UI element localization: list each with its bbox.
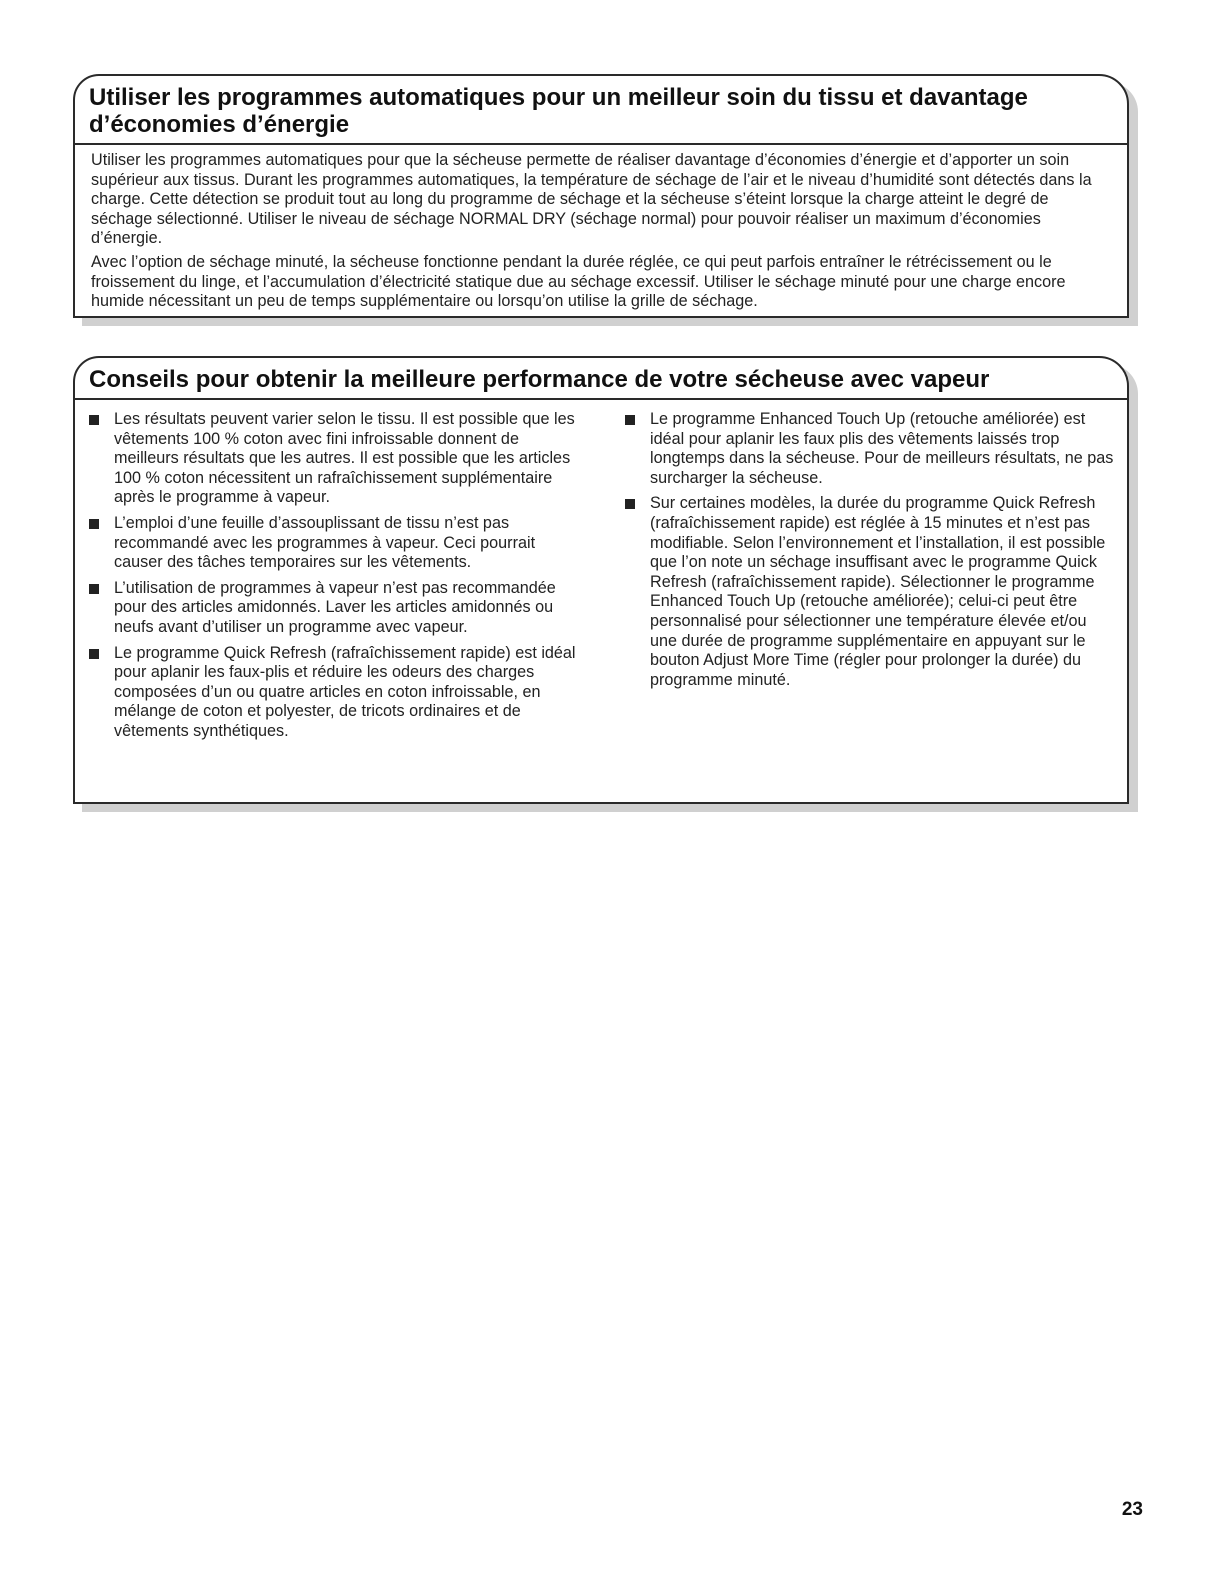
square-bullet-icon: [625, 499, 635, 509]
square-bullet-icon: [89, 584, 99, 594]
list-item-text: L’utilisation de programmes à vapeur n’est pas recommandée pour des articles amidonnés. Laver les articles amidonnés ou neufs avant d’utiliser un programme avec vapeur.: [114, 578, 556, 636]
list-item-text: Sur certaines modèles, la durée du programme Quick Refresh (rafraîchissement rapide) est réglée à 15 minutes et n’est pas modifiable. Selon l’environnement et l’installation, il est possible que l’on note un séchage insuffisant avec le programme Quick Refresh (rafraîchissement rapide). Sélectionner le programme Enhanced Touch Up (retouche améliorée); celui-ci peut être personnalisé pour sélectionner une température élevée et/ou une durée de programme supplémentaire en appuyant sur le bouton Adjust More Time (régler pour prolonger la durée) du programme minuté.: [650, 494, 1106, 689]
list-item-text: Le programme Enhanced Touch Up (retouche améliorée) est idéal pour aplanir les faux plis des vêtements laissés trop longtemps dans la sécheuse. Pour de meilleurs résultats, ne pas surcharger la sécheuse.: [650, 410, 1114, 487]
list-item: [89, 644, 581, 742]
list-item-text: L’emploi d’une feuille d’assouplissant de tissu n’est pas recommandé avec les programmes à vapeur. Ceci pourrait causer des tâches temporaires sur les vêtements.: [114, 513, 536, 572]
left-column: [89, 410, 581, 748]
square-bullet-icon: [89, 415, 99, 425]
section-title: Utiliser les programmes automatiques pour un meilleur soin du tissu et davantage d’économies d’énergie: [75, 76, 1127, 145]
paragraph: Avec l’option de séchage minuté, la sécheuse fonctionne pendant la durée réglée, ce qui peut parfois entraîner le rétrécissement ou le froissement du linge, et l’accumulation d’électricité statique due au séchage excessif. Utiliser le séchage minuté pour une charge encore humide nécessitant un peu de temps supplémentaire ou lorsqu’on utilise la grille de séchage.: [91, 252, 1066, 311]
page-number: 23: [1121, 1499, 1143, 1520]
list-item-text: Le programme Quick Refresh (rafraîchissement rapide) est idéal pour aplanir les faux-plis et réduire les odeurs des charges composées d’un ou quatre articles en coton infroissable, en mélange de coton et polyester, de tricots ordinaires et de vêtements synthétiques.: [114, 643, 576, 740]
bullet-list: [89, 410, 581, 742]
list-item: [89, 514, 581, 573]
bullet-list: [625, 410, 1117, 690]
square-bullet-icon: [625, 415, 635, 425]
bullet-columns: [75, 400, 1127, 748]
square-bullet-icon: [89, 519, 99, 529]
list-item: [625, 494, 1117, 690]
square-bullet-icon: [89, 649, 99, 659]
list-item-text: Les résultats peuvent varier selon le tissu. Il est possible que les vêtements 100 % coton avec fini infroissable donnent de meilleurs résultats que les autres. Il est possible que les articles 100 % coton nécessitent un rafraîchissement supplémentaire après le programme à vapeur.: [114, 410, 575, 507]
list-item: [89, 579, 581, 638]
section-body: [75, 145, 1127, 312]
list-item: [89, 410, 581, 508]
section-automatic-programs: [73, 74, 1129, 318]
paragraph: Utiliser les programmes automatiques pour que la sécheuse permette de réaliser davantage d’économies d’énergie et d’apporter un soin supérieur aux tissus. Durant les programmes automatiques, la température de séchage de l’air et le niveau d’humidité sont détectés dans la charge. Cette détection se produit tout au long du programme de séchage et la sécheuse s’éteint lorsque la charge atteint le degré de séchage sélectionné. Utiliser le niveau de séchage NORMAL DRY (séchage normal) pour pouvoir réaliser un maximum d’économies d’énergie.: [91, 151, 1092, 248]
section-title: Conseils pour obtenir la meilleure performance de votre sécheuse avec vapeur: [75, 358, 1127, 400]
section-steam-tips: [73, 356, 1129, 804]
list-item: [625, 410, 1117, 488]
right-column: [625, 410, 1117, 748]
